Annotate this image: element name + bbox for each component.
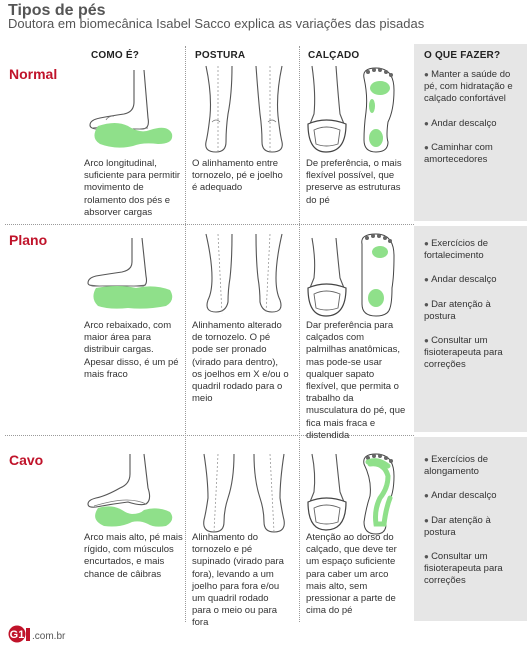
advice-item: ● Consultar um fisioterapeuta para correções	[424, 551, 524, 588]
header-como: COMO É?	[91, 50, 140, 61]
advice-item: ● Andar descalço	[424, 274, 524, 286]
plano-postura-description: Alinhamento alterado de tornozelo. O pé pode ser pronado (virado para dentro), os joelhos em X e/ou o quadril rodado para o meio	[192, 320, 289, 405]
cavo-posture-illustration	[192, 452, 296, 534]
g1-logo	[8, 625, 32, 643]
normal-calcado-description: De preferência, o mais flexível possível, que preserve as estruturas do pé	[306, 158, 402, 206]
column-divider	[299, 46, 300, 622]
column-divider	[185, 46, 186, 622]
page-subtitle: Doutora em biomecânica Isabel Sacco explica as variações das pisadas	[8, 16, 425, 31]
normal-shoe-back-illustration	[304, 64, 352, 156]
footer-domain: .com.br	[32, 631, 66, 642]
advice-separator	[414, 432, 527, 437]
page-title: Tipos de pés	[8, 2, 106, 19]
cavo-advice-list	[424, 454, 524, 600]
advice-item: ● Exercícios de alongamento	[424, 454, 524, 478]
plano-insole-icon	[354, 232, 400, 318]
header-postura: POSTURA	[195, 50, 246, 61]
cavo-foot-side-illustration	[84, 452, 180, 512]
row-label-plano: Plano	[9, 232, 48, 248]
cavo-como-description: Arco mais alto, pé mais rígido, com músculos encurtados, e mais chance de câibras	[84, 532, 183, 580]
cavo-postura-description: Alinhamento do tornozelo e pé supinado (virado para fora), levando a um joelho para fora e/ou um quadril rodado para o meio ou para fora	[192, 532, 284, 629]
normal-advice-list	[424, 69, 524, 178]
advice-item: ● Consultar um fisioterapeuta para correções	[424, 335, 524, 372]
header-fazer: O QUE FAZER?	[424, 50, 501, 61]
plano-calcado-description: Dar preferência para calçados com palmilhas anatômicas, mas pode-se usar qualquer sapato flexível, que permita o trabalho da musculatura do pé, que fica mais fraca e distendida	[306, 320, 406, 441]
advice-item: ● Dar atenção à postura	[424, 299, 524, 323]
plano-como-description: Arco rebaixado, com maior área para distribuir cargas. Apesar disso, é um pé mais fraco	[84, 320, 179, 380]
row-label-cavo: Cavo	[9, 452, 44, 468]
cavo-footprint-icon	[88, 504, 178, 530]
plano-shoe-back-illustration	[304, 236, 352, 318]
cavo-insole-icon	[354, 452, 400, 536]
normal-insole-icon	[354, 66, 400, 154]
advice-item: ● Manter a saúde do pé, com hidratação e calçado confortável	[424, 69, 524, 106]
normal-como-description: Arco longitudinal, suficiente para permitir movimento de rolamento dos pés e absorver cargas	[84, 158, 181, 218]
normal-posture-illustration	[192, 64, 296, 156]
advice-item: ● Caminhar com amortecedores	[424, 142, 524, 166]
row-label-normal: Normal	[9, 66, 58, 82]
advice-item: ● Exercícios de fortalecimento	[424, 238, 524, 262]
advice-separator	[414, 221, 527, 226]
cavo-shoe-back-illustration	[304, 452, 352, 532]
normal-footprint-icon	[88, 120, 178, 150]
plano-footprint-icon	[88, 282, 178, 312]
advice-item: ● Andar descalço	[424, 490, 524, 502]
normal-postura-description: O alinhamento entre tornozelo, pé e joelho é adequado	[192, 158, 283, 194]
header-calcado: CALÇADO	[308, 50, 360, 61]
advice-item: ● Andar descalço	[424, 118, 524, 130]
plano-advice-list	[424, 238, 524, 384]
row-divider	[5, 224, 414, 225]
cavo-calcado-description: Atenção ao dorso do calçado, que deve ter um espaço suficiente para caber um arco mais alto, sem pressionar a parte de cima do pé	[306, 532, 397, 617]
g1-logo-text: G1	[9, 629, 25, 641]
advice-item: ● Dar atenção à postura	[424, 515, 524, 539]
plano-posture-illustration	[192, 232, 296, 316]
